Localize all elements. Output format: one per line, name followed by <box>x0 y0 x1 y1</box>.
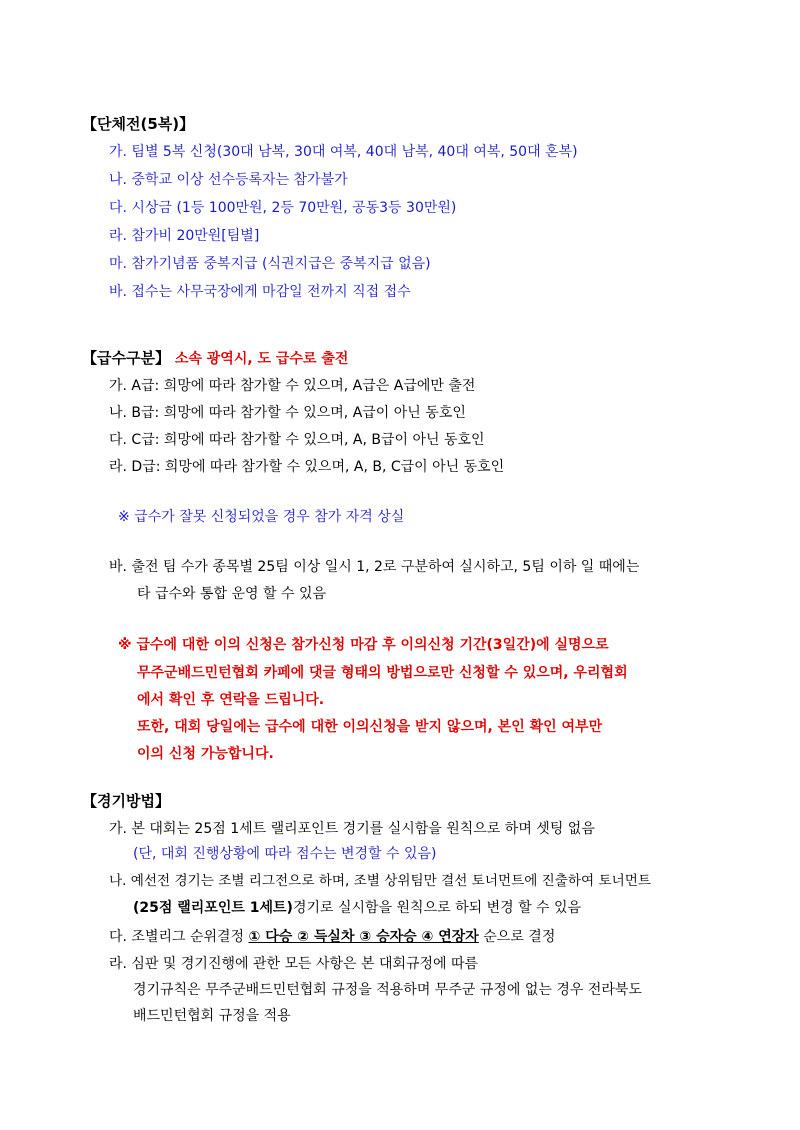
method-na-rest: 경기로 실시함을 원칙으로 하되 변경 할 수 있음 <box>292 900 582 916</box>
method-ra-line1: 라. 심판 및 경기진행에 관한 모든 사항은 본 대회규정에 따름 <box>109 956 479 972</box>
method-na-line2 <box>133 898 581 918</box>
grade-notice-line3: 에서 확인 후 연락을 드립니다. <box>137 692 325 708</box>
team-item-da: 다. 시상금 (1등 100만원, 2등 70만원, 공동3등 30만원) <box>109 200 457 216</box>
grade-item-ba-line2: 타 급수와 통합 운영 할 수 있음 <box>137 586 326 602</box>
grade-item-d: 라. D급: 희망에 따라 참가할 수 있으며, A, B, C급이 아닌 동호인 <box>109 459 505 475</box>
team-heading: 【단체전(5복)】 <box>82 115 195 133</box>
grade-notice-line2: 무주군배드민턴협회 카페에 댓글 형태의 방법으로만 신청할 수 있으며, 우리협회 <box>137 665 628 681</box>
grade-heading: 【급수구분】 <box>82 349 170 367</box>
grade-item-b: 나. B급: 희망에 따라 참가할 수 있으며, A급이 아닌 동호인 <box>109 405 466 421</box>
method-heading: 【경기방법】 <box>82 792 170 810</box>
grade-notice-line4: 또한, 대회 당일에는 급수에 대한 이의신청을 받지 않으며, 본인 확인 여부만 <box>137 719 603 735</box>
method-ra-line2: 경기규칙은 무주군배드민턴협회 규정을 적용하며 무주군 규정에 없는 경우 전라북도 <box>133 982 642 998</box>
grade-warning: ※ 급수가 잘못 신청되었을 경우 참가 자격 상실 <box>118 509 405 525</box>
grade-notice-line5: 이의 신청 가능합니다. <box>137 746 274 762</box>
grade-heading-note: 소속 광역시, 도 급수로 출전 <box>169 351 349 367</box>
method-na-bold: (25점 랠리포인트 1세트) <box>133 900 293 916</box>
method-da-criteria: ① 다승 ② 득실차 ③ 승자승 ④ 연장자 <box>248 929 479 945</box>
grade-heading-line <box>82 348 348 369</box>
team-item-ma: 마. 참가기념품 중복지급 (식권지급은 중복지급 없음) <box>109 256 431 272</box>
method-ga-line1: 가. 본 대회는 25점 1세트 랠리포인트 경기를 실시함을 원칙으로 하며 셋팅 없음 <box>109 821 595 837</box>
grade-item-ba-line1: 바. 출전 팀 수가 종목별 25팀 이상 일시 1, 2로 구분하여 실시하고, 5팀 이하 일 때에는 <box>109 559 640 575</box>
method-da-prefix: 다. 조별리그 순위결정 <box>109 929 249 945</box>
method-ga-line2: (단, 대회 진행상황에 따라 점수는 변경할 수 있음) <box>133 846 437 862</box>
grade-item-a: 가. A급: 희망에 따라 참가할 수 있으며, A급은 A급에만 출전 <box>109 378 476 394</box>
grade-notice-line1: ※ 급수에 대한 이의 신청은 참가신청 마감 후 이의신청 기간(3일간)에 실명으로 <box>118 637 609 653</box>
team-item-ba: 바. 접수는 사무국장에게 마감일 전까지 직접 접수 <box>109 284 411 300</box>
grade-item-c: 다. C급: 희망에 따라 참가할 수 있으며, A, B급이 아닌 동호인 <box>109 432 485 448</box>
method-ra-line3: 배드민턴협회 규정을 적용 <box>133 1008 291 1024</box>
team-item-ra: 라. 참가비 20만원[팀별] <box>109 228 260 244</box>
team-item-na: 나. 중학교 이상 선수등록자는 참가불가 <box>109 172 348 188</box>
method-na-line1: 나. 예선전 경기는 조별 리그전으로 하며, 조별 상위팀만 결선 토너먼트에 진출하여 토너먼트 <box>109 873 652 889</box>
method-da <box>109 927 555 947</box>
method-da-suffix: 순으로 결정 <box>478 929 556 945</box>
team-item-ga: 가. 팀별 5복 신청(30대 남복, 30대 여복, 40대 남복, 40대 여복, 50대 혼복) <box>109 144 578 160</box>
